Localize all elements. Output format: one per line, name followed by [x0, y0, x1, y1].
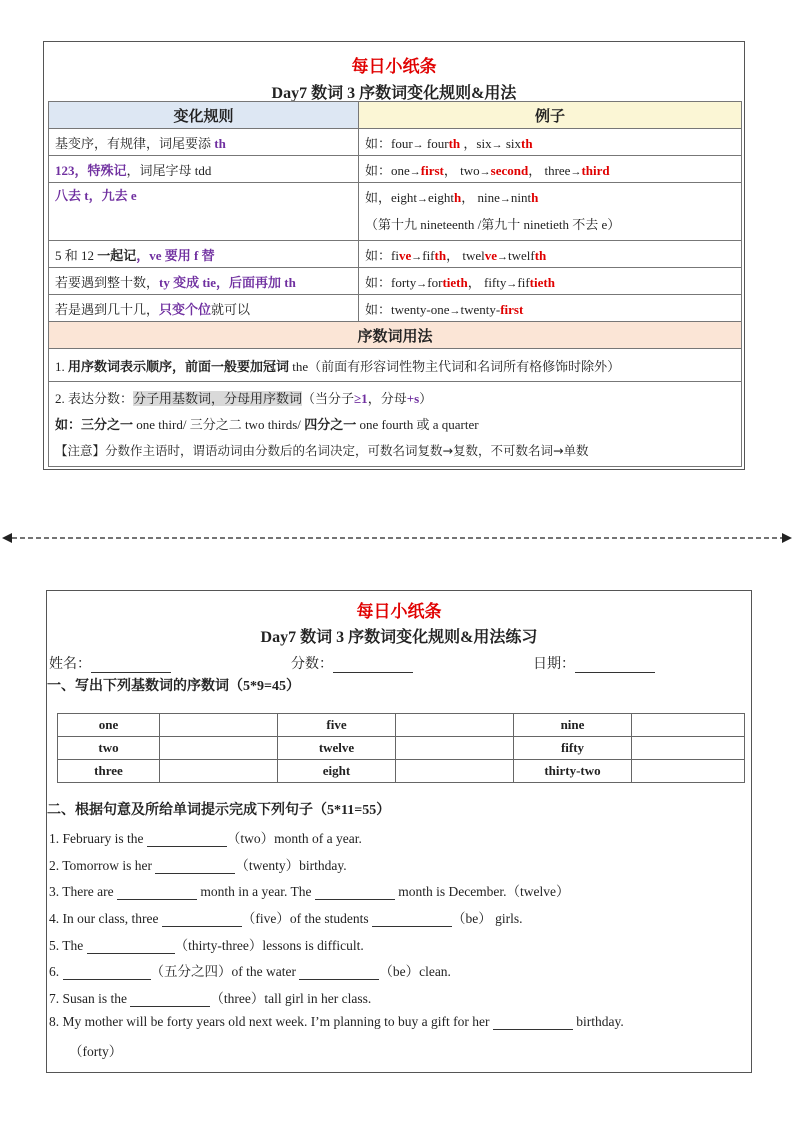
blank[interactable]	[493, 1029, 573, 1030]
rules-table	[48, 101, 742, 467]
answer-cell[interactable]	[396, 737, 514, 760]
usage-row: 1. 用序数词表示顺序，前面一般要加冠词 the（前面有形容词性物主代词和名词所有格修饰时除外）	[49, 349, 742, 382]
question-7: 7. Susan is the （three）tall girl in her class.	[49, 991, 372, 1006]
answer-cell[interactable]	[632, 714, 745, 737]
score-field[interactable]: 分数：	[291, 653, 413, 673]
question-1: 1. February is the （two）month of a year.	[49, 831, 362, 846]
blank[interactable]	[130, 1006, 210, 1007]
cut-line-divider	[2, 530, 792, 546]
blank[interactable]	[147, 846, 227, 847]
rule-row: 若是遇到几十几，只变个位就可以 如：twenty-one→twenty-first	[49, 295, 742, 322]
rule-row: 基变序，有规律，词尾要添 th 如：four→ fourth ，six→ sixth	[49, 129, 742, 156]
card1-brand: 每日小纸条	[351, 57, 437, 77]
blank[interactable]	[63, 979, 151, 980]
section2-title: 二、根据句意及所给单词提示完成下列句子（5*11=55）	[47, 803, 391, 818]
answer-cell[interactable]	[160, 737, 278, 760]
rule-row: 若要遇到整十数，ty 变成 tie，后面再加 th 如：forty→fortieth， fifty→fiftieth	[49, 268, 742, 295]
answer-cell[interactable]	[160, 760, 278, 783]
question-6: 6. （五分之四）of the water （be）clean.	[49, 964, 451, 979]
question-5: 5. The （thirty-three）lessons is difficult.	[49, 938, 364, 953]
answer-cell[interactable]	[396, 760, 514, 783]
practice-card	[46, 590, 752, 1073]
question-8: 8. My mother will be forty years old next week. I’m planning to buy a gift for her birthday.	[49, 1014, 624, 1029]
question-3: 3. There are month in a year. The month is December.（twelve）	[49, 884, 570, 899]
card1-subtitle: Day7 数词 3 序数词变化规则&用法	[271, 85, 517, 102]
rule-row: 5 和 12 一起记，ve 要用 f 替 如：five→fifth， twelve→twelfth	[49, 241, 742, 268]
answer-cell[interactable]	[632, 760, 745, 783]
blank[interactable]	[315, 899, 395, 900]
grid-row: three eight thirty-two	[58, 760, 745, 783]
blank[interactable]	[372, 926, 452, 927]
answer-cell[interactable]	[160, 714, 278, 737]
header-example: 例子	[359, 102, 742, 129]
usage-header: 序数词用法	[49, 322, 742, 349]
answer-cell[interactable]	[396, 714, 514, 737]
question-8-hint: （forty）	[69, 1044, 123, 1059]
rule-row: 八去 t，九去 e 如，eight→eighth， nine→ninth （第十九 nineteenth /第九十 ninetieth 不去 e）	[49, 183, 742, 241]
section1-title: 一、写出下列基数词的序数词（5*9=45）	[47, 679, 300, 694]
blank[interactable]	[87, 953, 175, 954]
card2-subtitle: Day7 数词 3 序数词变化规则&用法练习	[260, 629, 538, 646]
question-2: 2. Tomorrow is her （twenty）birthday.	[49, 858, 347, 873]
header-rule: 变化规则	[49, 102, 359, 129]
blank[interactable]	[155, 873, 235, 874]
name-field[interactable]: 姓名：	[49, 653, 171, 673]
rules-card	[43, 41, 745, 470]
rule-row: 123，特殊记，词尾字母 tdd 如：one→first， two→second， three→third	[49, 156, 742, 183]
grid-row: one five nine	[58, 714, 745, 737]
usage-row: 2. 表达分数：分子用基数词，分母用序数词（当分子≥1，分母+s） 如：三分之一 one third/ 三分之二 two thirds/ 四分之一 one fourth 或 a quarter 【注意】分数作主语时，谓语动词由分数后的名词决定，可数名词复数→复数，不可数名词→单数	[49, 382, 742, 467]
grid-row: two twelve fifty	[58, 737, 745, 760]
question-4: 4. In our class, three （five）of the students （be） girls.	[49, 911, 523, 926]
ordinal-grid	[57, 713, 745, 783]
blank[interactable]	[299, 979, 379, 980]
blank[interactable]	[162, 926, 242, 927]
date-field[interactable]: 日期：	[533, 653, 655, 673]
blank[interactable]	[117, 899, 197, 900]
answer-cell[interactable]	[632, 737, 745, 760]
card2-brand: 每日小纸条	[356, 602, 442, 622]
